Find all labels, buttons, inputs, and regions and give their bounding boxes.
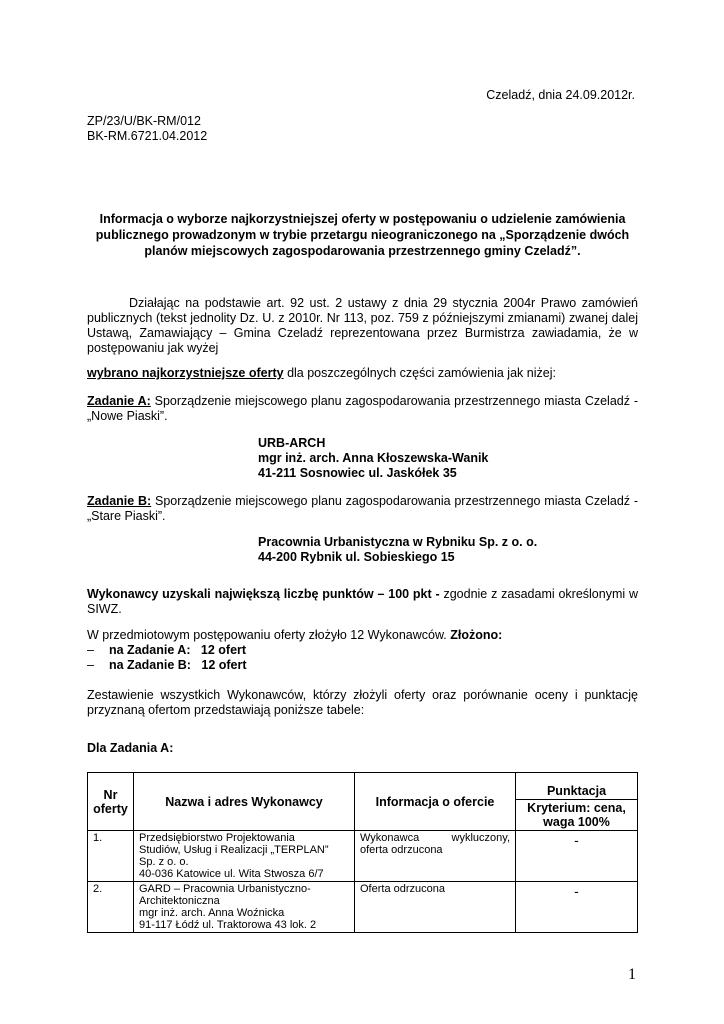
cell-info: Oferta odrzucona bbox=[355, 882, 516, 933]
info-word: wykluczony, bbox=[451, 832, 510, 844]
points-text: zgodnie z zasadami określonymi w SIWZ. bbox=[87, 587, 638, 616]
reference-number: ZP/23/U/BK-RM/012 bbox=[87, 114, 201, 128]
header-criterion: Kryterium: cena, waga 100% bbox=[516, 800, 638, 831]
reference-number: BK-RM.6721.04.2012 bbox=[87, 129, 208, 143]
list-item-text: na Zadanie B: 12 ofert bbox=[109, 658, 247, 672]
offers-count-label: Złożono: bbox=[450, 628, 503, 642]
winner-line: Pracownia Urbanistyczna w Rybniku Sp. z o. o. bbox=[258, 535, 538, 549]
header-points: Punktacja bbox=[516, 773, 638, 800]
points-bold-text: Wykonawcy uzyskali największą liczbę punktów – 100 pkt - bbox=[87, 587, 440, 601]
cell-points: - bbox=[516, 882, 638, 933]
dash-marker: – bbox=[87, 643, 94, 657]
cell-info bbox=[355, 831, 516, 882]
offers-count-text: W przedmiotowym postępowaniu oferty złożyło 12 Wykonawców. bbox=[87, 628, 451, 642]
winner-line: 44-200 Rybnik ul. Sobieskiego 15 bbox=[258, 550, 455, 564]
cell-contractor bbox=[134, 831, 355, 882]
points-paragraph bbox=[87, 587, 638, 617]
page-number: 1 bbox=[628, 966, 636, 983]
task-a-label: Zadanie A: bbox=[87, 394, 151, 408]
intro-paragraph: Działając na podstawie art. 92 ust. 2 ustawy z dnia 29 stycznia 2004r Prawo zamówień publicznych (tekst jednolity Dz. U. z 2010r. Nr 113, poz. 759 z późniejszymi zmianami) zwanej dalej Ustawą, Zamawiający – Gmina Czeladź reprezentowana przez Burmistrza zawiadamia, że w postępowaniu jak wyżej bbox=[87, 296, 638, 355]
info-line: oferta odrzucona bbox=[360, 844, 443, 856]
contractor-line: mgr inż. arch. Anna Woźnicka bbox=[139, 907, 285, 919]
task-b-description: Sporządzenie miejscowego planu zagospodarowania przestrzennego miasta Czeladź - „Stare Piaski”. bbox=[87, 494, 638, 523]
header-name: Nazwa i adres Wykonawcy bbox=[134, 773, 355, 831]
task-a-paragraph bbox=[87, 394, 638, 424]
place-date: Czeladź, dnia 24.09.2012r. bbox=[486, 88, 635, 102]
task-b-paragraph bbox=[87, 494, 638, 524]
task-a-winner bbox=[258, 436, 488, 481]
list-item bbox=[87, 658, 247, 673]
contractor-line: GARD – Pracownia Urbanistyczno- bbox=[139, 883, 311, 895]
contractor-line: 91-117 Łódź ul. Traktorowa 43 lok. 2 bbox=[139, 919, 317, 931]
winner-line: URB-ARCH bbox=[258, 436, 326, 450]
task-a-description: Sporządzenie miejscowego planu zagospodarowania przestrzennego miasta Czeladź - „Nowe Piaski”. bbox=[87, 394, 638, 423]
offers-table bbox=[87, 772, 638, 933]
cell-nr: 2. bbox=[88, 882, 134, 933]
contractor-line: Sp. z o. o. bbox=[139, 856, 189, 868]
contractor-line: Przedsiębiorstwo Projektowania bbox=[139, 832, 295, 844]
cell-nr: 1. bbox=[88, 831, 134, 882]
header-info: Informacja o ofercie bbox=[355, 773, 516, 831]
list-item-text: na Zadanie A: 12 ofert bbox=[109, 643, 247, 657]
contractor-line: Studiów, Usług i Realizacji „TERPLAN” bbox=[139, 844, 329, 856]
winner-line: 41-211 Sosnowiec ul. Jaskółek 35 bbox=[258, 466, 457, 480]
table-row bbox=[88, 831, 638, 882]
dash-marker: – bbox=[87, 658, 94, 672]
selected-offers-label: wybrano najkorzystniejsze oferty bbox=[87, 366, 284, 380]
contractor-line: Architektoniczna bbox=[139, 895, 220, 907]
cell-points: - bbox=[516, 831, 638, 882]
document-title: Informacja o wyborze najkorzystniejszej oferty w postępowaniu o udzielenie zamówienia publicznego prowadzonym w trybie przetargu nieograniczonego na „Sporządzenie dwóch planów miejscowych zagospodarowania przestrzennego gminy Czeladź”. bbox=[95, 212, 630, 258]
table-header-row bbox=[88, 773, 638, 800]
info-line bbox=[360, 832, 510, 844]
task-b-label: Zadanie B: bbox=[87, 494, 152, 508]
summary-paragraph: Zestawienie wszystkich Wykonawców, którzy złożyli oferty oraz porównanie oceny i punktację przyznaną ofertom przedstawiają poniższe tabele: bbox=[87, 688, 638, 717]
selected-offers-text: dla poszczególnych części zamówienia jak niżej: bbox=[283, 366, 556, 380]
section-heading: Dla Zadania A: bbox=[87, 741, 174, 755]
winner-line: mgr inż. arch. Anna Kłoszewska-Wanik bbox=[258, 451, 489, 465]
header-nr: Nr oferty bbox=[88, 773, 134, 831]
task-b-winner bbox=[258, 535, 537, 565]
info-word: Wykonawca bbox=[360, 832, 420, 844]
list-item bbox=[87, 643, 247, 658]
reference-numbers bbox=[87, 114, 207, 144]
offers-count-list bbox=[87, 643, 247, 673]
table-row bbox=[88, 882, 638, 933]
contractor-line: 40-036 Katowice ul. Wita Stwosza 6/7 bbox=[139, 868, 324, 880]
cell-contractor bbox=[134, 882, 355, 933]
selected-offers-paragraph bbox=[87, 366, 638, 381]
offers-count-paragraph bbox=[87, 628, 638, 643]
